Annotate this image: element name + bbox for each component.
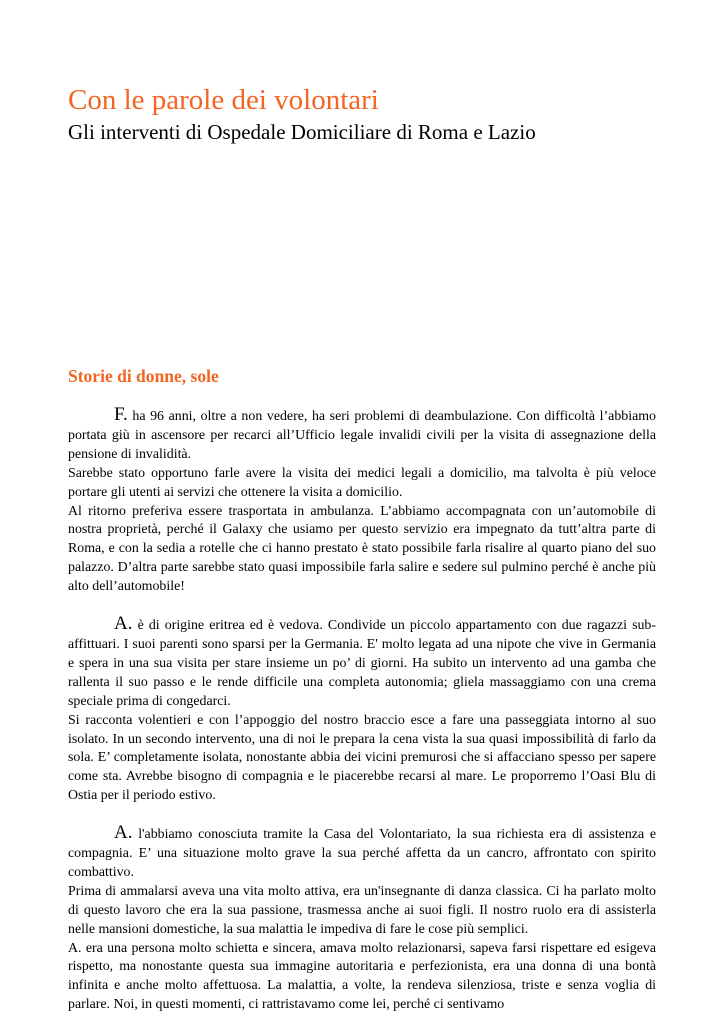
story-paragraph: Sarebbe stato opportuno farle avere la visita dei medici legali a domicilio, ma talvolta è più veloce portare gli utenti ai servizi che ottenere la visita a domicilio. (68, 465, 656, 500)
story-paragraph (68, 405, 656, 465)
document-title: Con le parole dei volontari (68, 84, 379, 116)
story-initial: F. (114, 404, 128, 425)
story-text: l'abbiamo conosciuta tramite la Casa del Volontariato, la sua richiesta era di assistenza e compagnia. E’ una situazione molto grave la sua perché affetta da un cancro, affrontato con spirito combattivo. (68, 827, 656, 880)
story-text: è di origine eritrea ed è vedova. Condivide un piccolo appartamento con due ragazzi sub-affittuari. I suoi parenti sono sparsi per la Germania. E' molto legata ad una nipote che vive in Germania e spera in una sua visita per stare insieme un po’ di giorni. Ha subito un intervento ad una gamba che rallenta il suo passo e le rende difficile una completa autonomia; gliela massaggiamo con una crema speciale prima di congedarci. (68, 618, 656, 709)
section-title: Storie di donne, sole (68, 366, 219, 386)
story-block (68, 405, 656, 1015)
story-initial: A. (114, 822, 133, 844)
story-paragraph: Prima di ammalarsi aveva una vita molto attiva, era un'insegnante di danza classica. Ci ha parlato molto di questo lavoro che era la sua passione, trasmessa anche ai suoi figli. Il nostro ruolo era di assisterla nelle mansioni domestiche, la sua malattia le impediva di fare le cose più semplici. (68, 883, 656, 937)
story-text: ha 96 anni, oltre a non vedere, ha seri problemi di deambulazione. Con difficoltà l’abbiamo portata giù in ascensore per recarci all’Ufficio legale invalidi civili per la visita di assegnazione della pensione di invalidità. (68, 409, 656, 462)
story-paragraph (68, 823, 656, 883)
document-subtitle: Gli interventi di Ospedale Domiciliare di Roma e Lazio (68, 120, 536, 144)
story-paragraph: A. era una persona molto schietta e sincera, amava molto relazionarsi, sapeva farsi rispettare ed esigeva rispetto, ma nonostante questa sua immagine autoritaria e perfezionista, era una donna di una bontà infinita e anche molto affettuosa. La malattia, a volte, la rendeva silenziosa, triste e senza voglia di parlare. Noi, in questi momenti, ci rattristavamo come lei, perché ci sentivamo (68, 940, 656, 1013)
story-paragraph: Si racconta volentieri e con l’appoggio del nostro braccio esce a fare una passeggiata intorno al suo isolato. In un secondo intervento, una di noi le prepara la cena vista la sua quasi impossibilità di farlo da sola. E’ completamente isolata, nonostante abbia dei vicini premurosi che si affacciano spesso per sapere come sta. Avrebbe bisogno di compagnia e le piacerebbe recarsi al mare. Le proporremo l’Oasi Blu di Ostia per il periodo estivo. (68, 712, 656, 804)
story-initial: A. (114, 613, 133, 635)
story-paragraph: Al ritorno preferiva essere trasportata in ambulanza. L’abbiamo accompagnata con un’automobile di nostra proprietà, perché il Galaxy che usiamo per questo servizio era impegnato da tutt’altra parte di Roma, e con la sedia a rotelle che ci hanno prestato è stato possibile farla risalire al quarto piano del suo palazzo. D’altra parte sarebbe stato quasi impossibile farla salire e sedere sul pulmino perché è anche più alto dell’automobile! (68, 503, 656, 595)
story-paragraph (68, 614, 656, 712)
